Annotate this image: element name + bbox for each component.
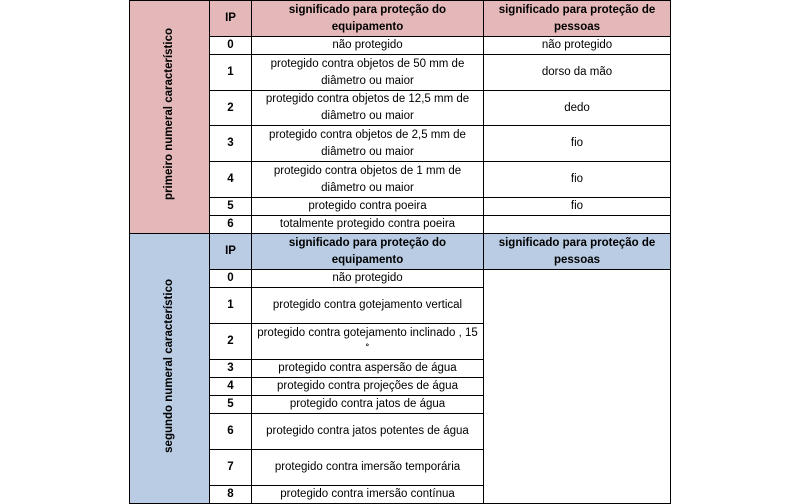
group1-side-label: primeiro numeral característico — [163, 28, 175, 200]
group2-side-label-cell — [130, 234, 210, 504]
ip-code: 6 — [210, 414, 252, 450]
group1-side-label-cell — [130, 1, 210, 234]
ip-code: 4 — [210, 162, 252, 198]
equipment-meaning: protegido contra objetos de 50 mm de diâmetro ou maior — [252, 55, 484, 91]
equipment-meaning: protegido contra jatos potentes de água — [252, 414, 484, 450]
ip-code: 3 — [210, 126, 252, 162]
equipment-meaning: não protegido — [252, 270, 484, 288]
ip-code: 7 — [210, 450, 252, 486]
people-meaning: dedo — [484, 91, 671, 126]
people-meaning: fio — [484, 162, 671, 198]
ip-code: 0 — [210, 270, 252, 288]
equipment-meaning: protegido contra aspersão de água — [252, 360, 484, 378]
equipment-meaning: protegido contra gotejamento vertical — [252, 288, 484, 324]
people-meaning: fio — [484, 198, 671, 216]
equipment-meaning: protegido contra imersão temporária — [252, 450, 484, 486]
people-meaning: dorso da mão — [484, 55, 671, 91]
group1-header-row — [130, 1, 671, 37]
group1-header-ip: IP — [210, 1, 252, 37]
group1-header-equipment: significado para proteção do equipamento — [252, 1, 484, 37]
ip-protection-table — [129, 0, 671, 504]
table-row — [130, 55, 671, 91]
ip-code: 6 — [210, 216, 252, 234]
ip-code: 0 — [210, 37, 252, 55]
people-meaning-empty — [484, 270, 671, 504]
equipment-meaning: protegido contra objetos de 12,5 mm de diâmetro ou maior — [252, 91, 484, 126]
ip-code: 2 — [210, 324, 252, 360]
ip-code: 4 — [210, 378, 252, 396]
people-meaning — [484, 216, 671, 234]
ip-code: 5 — [210, 198, 252, 216]
table-row — [130, 126, 671, 162]
table-row — [130, 37, 671, 55]
table-row — [130, 198, 671, 216]
equipment-meaning: protegido contra gotejamento inclinado , 15 ˚ — [252, 324, 484, 360]
ip-code: 2 — [210, 91, 252, 126]
equipment-meaning: protegido contra poeira — [252, 198, 484, 216]
group2-header-ip: IP — [210, 234, 252, 270]
table-row — [130, 270, 671, 288]
equipment-meaning: não protegido — [252, 37, 484, 55]
group2-header-row — [130, 234, 671, 270]
ip-code: 1 — [210, 288, 252, 324]
table-row — [130, 216, 671, 234]
equipment-meaning: protegido contra objetos de 2,5 mm de diâmetro ou maior — [252, 126, 484, 162]
people-meaning: não protegido — [484, 37, 671, 55]
people-meaning: fio — [484, 126, 671, 162]
group2-header-people: significado para proteção de pessoas — [484, 234, 671, 270]
ip-code: 8 — [210, 486, 252, 504]
ip-code: 5 — [210, 396, 252, 414]
equipment-meaning: protegido contra imersão contínua — [252, 486, 484, 504]
table-row — [130, 162, 671, 198]
group1-header-people: significado para proteção de pessoas — [484, 1, 671, 37]
equipment-meaning: protegido contra objetos de 1 mm de diâmetro ou maior — [252, 162, 484, 198]
group2-header-equipment: significado para proteção do equipamento — [252, 234, 484, 270]
ip-code: 3 — [210, 360, 252, 378]
group2-side-label: segundo numeral característico — [163, 278, 175, 453]
equipment-meaning: protegido contra jatos de água — [252, 396, 484, 414]
table-row — [130, 91, 671, 126]
equipment-meaning: protegido contra projeções de água — [252, 378, 484, 396]
equipment-meaning: totalmente protegido contra poeira — [252, 216, 484, 234]
ip-code: 1 — [210, 55, 252, 91]
